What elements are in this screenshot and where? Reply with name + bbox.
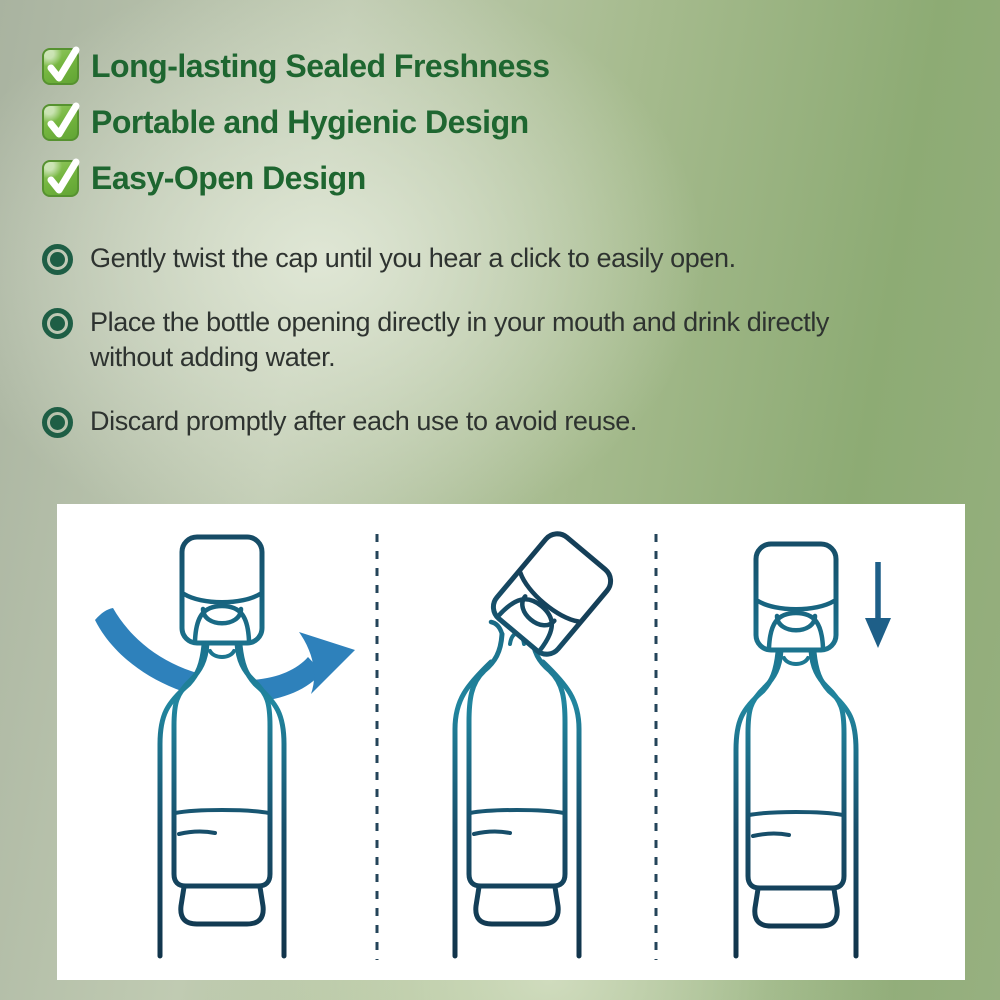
bottle-base bbox=[181, 887, 263, 924]
bottle-cap bbox=[182, 537, 262, 643]
bottle-outer-right bbox=[543, 662, 579, 956]
diagram-panel bbox=[57, 504, 965, 980]
bottle-base bbox=[476, 887, 558, 924]
bottle-outer-left bbox=[455, 662, 491, 956]
neck-tip-left bbox=[491, 622, 502, 634]
checkbox-checked-icon bbox=[42, 104, 79, 141]
target-bullet-icon bbox=[42, 244, 73, 275]
bottle-base bbox=[755, 889, 837, 926]
bottle-capped bbox=[736, 544, 856, 956]
feature-label: Portable and Hygienic Design bbox=[91, 104, 529, 140]
bottle-inner-body bbox=[174, 643, 270, 886]
down-arrow bbox=[865, 562, 891, 648]
checkbox-checked-icon bbox=[42, 160, 79, 197]
down-arrow-bottle-icon bbox=[656, 504, 965, 980]
checkbox-checked-icon bbox=[42, 48, 79, 85]
label-line bbox=[470, 810, 564, 813]
instruction-list bbox=[42, 241, 838, 438]
instruction-item bbox=[42, 241, 838, 275]
bottle-open bbox=[455, 528, 617, 956]
instruction-item bbox=[42, 404, 838, 438]
tilted-cap bbox=[487, 528, 616, 661]
text-content bbox=[42, 48, 838, 468]
instruction-text: Place the bottle opening directly in your mouth and drink directly without adding water. bbox=[90, 307, 830, 372]
instruction-text: Gently twist the cap until you hear a click to easily open. bbox=[90, 243, 736, 273]
instruction-item bbox=[42, 305, 838, 374]
tilted-cap-bottle-icon bbox=[377, 504, 656, 980]
feature-item bbox=[42, 104, 838, 141]
target-bullet-icon bbox=[42, 308, 73, 339]
bottle-inner-body bbox=[748, 650, 844, 888]
twist-arrow-bottle-icon bbox=[57, 504, 377, 980]
bottle-cap bbox=[756, 544, 836, 650]
feature-label: Easy-Open Design bbox=[91, 160, 366, 196]
feature-label: Long-lasting Sealed Freshness bbox=[91, 48, 550, 84]
target-bullet-icon bbox=[42, 407, 73, 438]
label-line-short bbox=[474, 832, 510, 834]
feature-item bbox=[42, 48, 838, 85]
feature-item bbox=[42, 160, 838, 197]
instruction-text: Discard promptly after each use to avoid reuse. bbox=[90, 405, 637, 436]
bottle-closed bbox=[160, 537, 284, 956]
